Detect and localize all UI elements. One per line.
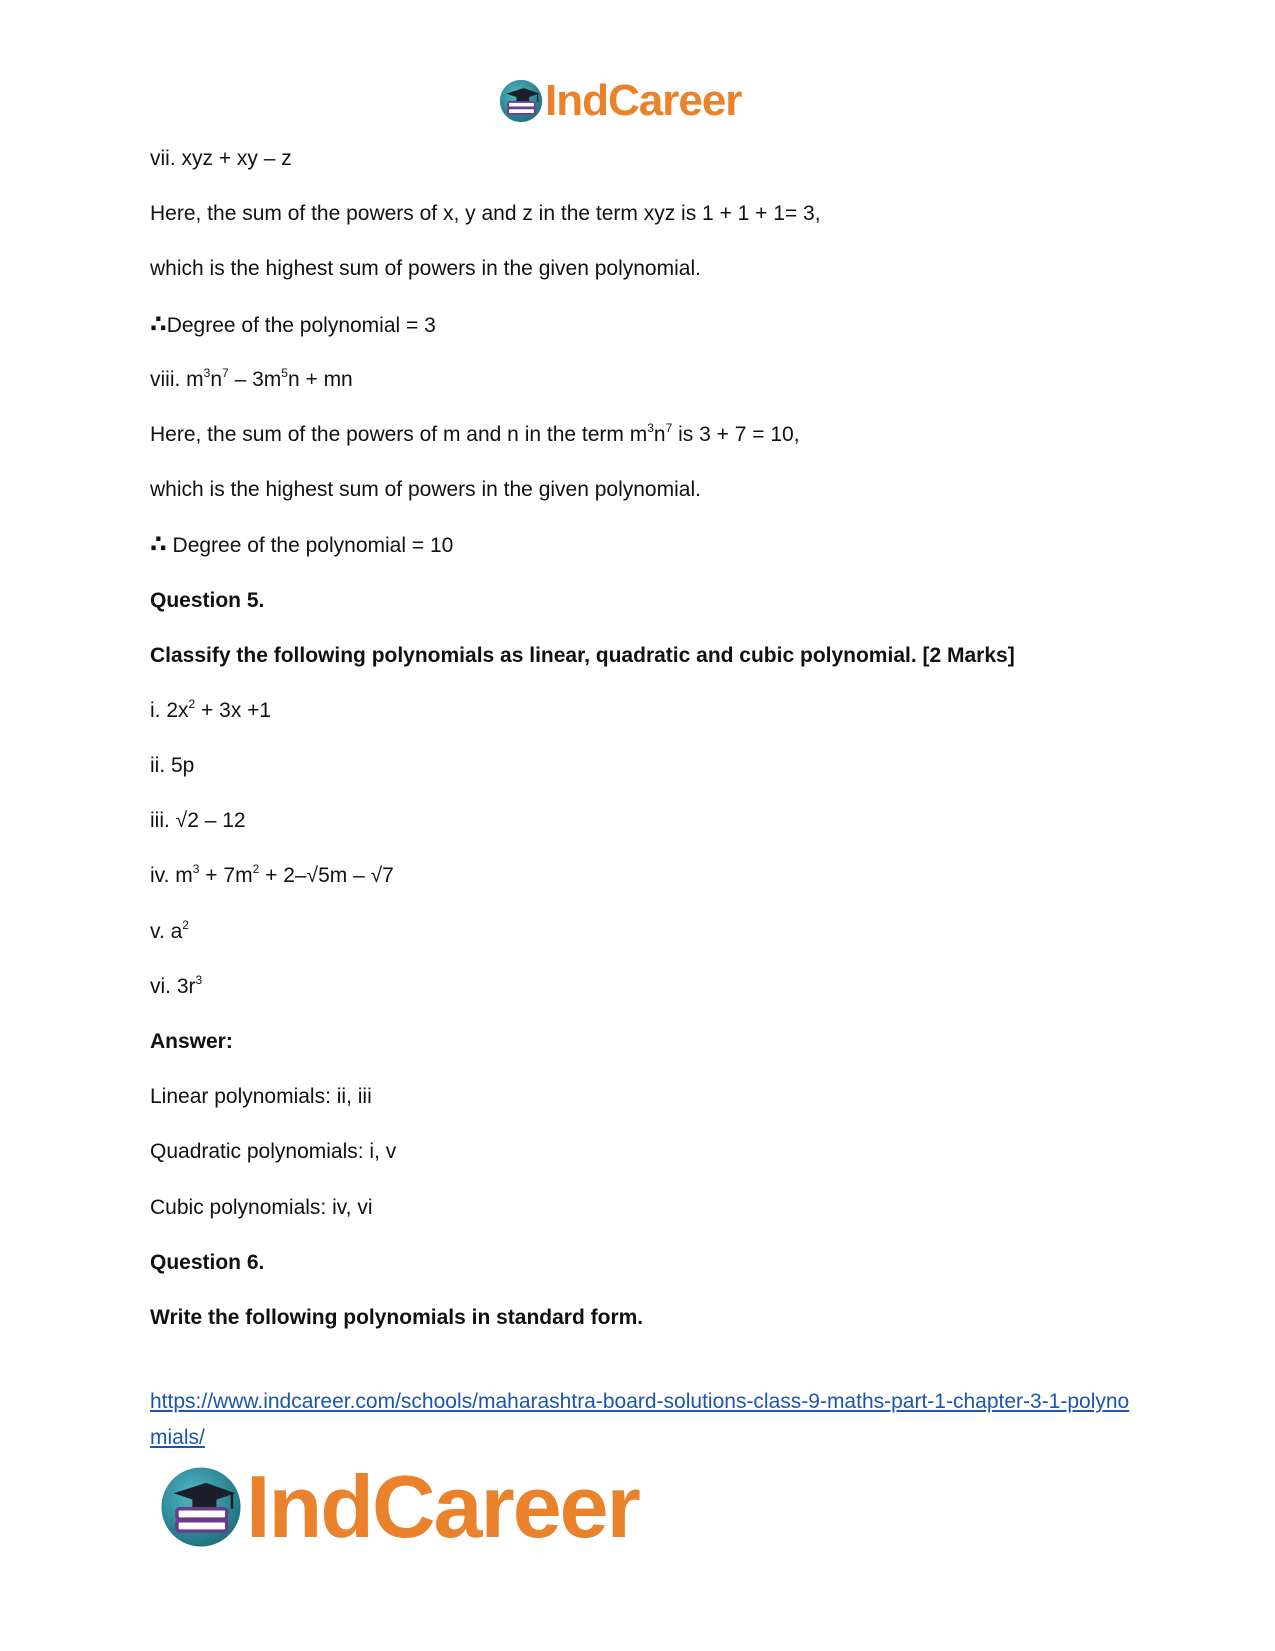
answer-line: Quadratic polynomials: i, v [150, 1140, 397, 1164]
text-line: viii. $m^3n^7 - 3m^5n$ + mn [150, 365, 353, 391]
logo-wordmark: IndCareer [545, 76, 742, 125]
polynomial-item: i. $2x^2 + 3x +1$ [150, 696, 272, 722]
question-title: Question 5. [150, 588, 265, 612]
question-text: Write the following polynomials in standard form. [150, 1305, 644, 1329]
footer-logo [158, 1457, 639, 1556]
graduation-cap-book-icon [498, 78, 544, 124]
text-line: ∴Degree of the polynomial = 3 [150, 310, 436, 338]
text-line: vii. xyz + xy – z [150, 147, 292, 170]
text-line: which is the highest sum of powers in the given polynomial. [150, 478, 701, 502]
polynomial-item: ii. 5p [150, 754, 195, 778]
therefore-symbol: ∴ [150, 531, 167, 559]
polynomial-item: v. $a^2$ [150, 917, 189, 943]
polynomial-item: vi. $3r^3$ [150, 972, 203, 998]
header-logo [498, 78, 741, 124]
text-line: Here, the sum of the powers of x, y and z in the term xyz is 1 + 1 + 1= 3, [150, 202, 821, 226]
question-title: Question 6. [150, 1250, 265, 1274]
text-line: which is the highest sum of powers in the given polynomial. [150, 257, 701, 281]
answer-line: Linear polynomials: ii, iii [150, 1085, 372, 1109]
text-line: ∴ Degree of the polynomial = 10 [150, 531, 454, 559]
document-body [150, 145, 1140, 1359]
therefore-symbol: ∴ [150, 310, 167, 338]
answer-line: Cubic polynomials: iv, vi [150, 1195, 373, 1219]
text-line: Here, the sum of the powers of m and n in the term $m^3n^7$ is 3 + 7 = 10, [150, 420, 800, 446]
polynomial-item: iii. √2 – 12 [150, 809, 246, 833]
logo-wordmark: IndCareer [246, 1457, 639, 1556]
source-link[interactable]: https://www.indcareer.com/schools/maharashtra-board-solutions-class-9-maths-part-1-chapter-3-1-polynomials/ [150, 1390, 1130, 1449]
graduation-cap-book-icon [158, 1464, 244, 1550]
answer-label: Answer: [150, 1030, 233, 1053]
question-text: Classify the following polynomials as linear, quadratic and cubic polynomial. [2 Marks] [150, 643, 1015, 667]
polynomial-item: iv. $m^3 + 7m^2 + 2-√5m - √7$ [150, 862, 394, 888]
